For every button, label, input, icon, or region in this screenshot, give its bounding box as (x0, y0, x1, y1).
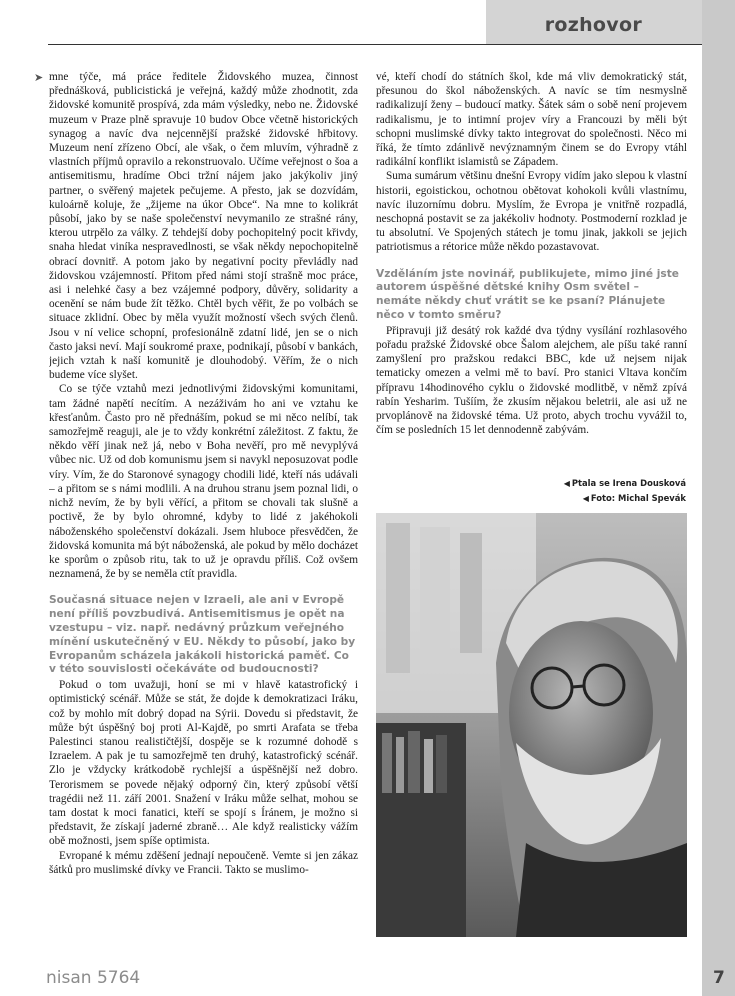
right-column (376, 70, 687, 470)
issue-label: nisan 5764 (46, 968, 141, 988)
paragraph: vé, kteří chodí do státních škol, kde má vliv demokratický stát, přesunou do škol náboženských. A navíc se tím nesmyslně radikalizují ženy – budoucí matky. Šátek sám o sobě není projevem radikalismu, je to intimní projev víry a Francouzi by měli být schopni muslimské dívky takto integrovat do společnosti. Něco mi říká, že tímto zdánlivě nevýznamným činem se do Evropy vtáhl radikální konflikt islamistů se Západem. (376, 71, 687, 169)
side-strip (702, 0, 735, 996)
paragraph: mne týče, má práce ředitele Židovského muzea, činnost přednášková, publicistická je veřejná, každý může zhodnotit, zda židovské komunitě prospívá, zda mám výsledky, nebo ne. Židovské muzeum v Praze plně spravuje 10 budov Obce včetně historických synagog a navíc dva nejcennější pražské židovské hřbitovy. Muzeum není zřízeno Obcí, ale však, o čem mluvím, výhradně z vlastních příjmů opravilo a rekonstruovalo. Učíme veřejnost o šoa a antisemitismu, hradíme Obci tržní nájem jako jakýkoliv jiný partner, o svěřený majetek pečujeme. A přesto, jak se dozvídám, kuloárně koluje, že „žijeme na úkor Obce“. Na mne to kolikrát působí, jako by se naše společenství nevymanilo ze strašné rány, kterou utrpělo za války. Z tehdejší doby pochopitelný pocit křivdy, snaha hledat viníka nespravedlnosti, se však někdy nepochopitelně obrací dovnitř. A potom jako by negativní pocity převládly nad židovskou vzájemností. Přitom před námi stojí strašně moc práce, asi i nelehké časy a bez vzájemné podpory, důvěry, solidarity a ocenění se nám bude žít těžko. Chtěl bych věřit, že po volbách se situace zklidní. Obec by měla využít možností všech svých členů. Jsou v ní velice schopní, profesionálně zdatní lidé, jen se o nich často jaksi neví. Mají soukromé praxe, podnikají, působí v bankách, jejich vztah k naší komunitě je dlouhodobý. Věřím, že o nich budeme více slyšet. (49, 71, 358, 382)
bullet-icon: ◀ (582, 494, 589, 503)
continuation-arrow-icon: ➤ (34, 71, 44, 84)
interviewer-credit: ◀ Ptala se Irena Dousková (563, 478, 686, 488)
portrait-photo (376, 513, 687, 937)
interview-question: Současná situace nejen v Izraeli, ale ani v Evropě není příliš povzbudivá. Antisemitismus je opět na vzestupu – viz. např. nedávný průzkum veřejného mínění uskutečněný v EU. Někdy to působí, jako by Evropanům scházela jakákoli historická paměť. Co v této souvislosti očekáváte od budoucnosti? (49, 594, 356, 676)
section-tab (486, 0, 702, 44)
paragraph: Pokud o tom uvažuji, honí se mi v hlavě katastrofický i optimistický scénář. Může se stát, že dojde k demokratizaci Iráku, což by mohlo mít dobrý dopad na Sýrii. Dovedu si představit, že může být úspěšný boj proti Al-Kajdě, po smrti Arafata se třeba Palestinci stanou realističtější, dospěje se k rozumné dohodě s Izraelem. A pak je tu samozřejmě ten druhý, katastrofický scénář. Zlo je vždycky krátkodobě rychlejší a úspěšnější než dobro. Terorismem se povede nějaký odporný čin, který způsobí větší tragédii než 11. září 2001. Snažení v Iráku může selhat, mohou se tam dostat k moci fanatici, kteří se spojí s Íránem, je možno si představit, že získají jaderné zbraně… Ale když realisticky vážím obě možnosti, jsem spíše optimista. (49, 679, 358, 848)
page-number: 7 (713, 968, 725, 988)
section-title: rozhovor (544, 14, 642, 36)
interview-question: Vzděláním jste novinář, publikujete, mimo jiné jste autorem úspěšné dětské knihy Osm světel – nemáte někdy chuť vrátit se ke psaní? Plánujete něco v tomto směru? (376, 267, 679, 322)
paragraph: Suma sumárum většinu dnešní Evropy vidím jako slepou k vlastní historii, egoistickou, ochotnou obětovat kohokoli kvůli vlastnímu, navíc iluzornímu dobru. Myslím, že Evropa je vnitřně rozpadlá, neschopná postavit se za jakékoliv hodnoty. Postmoderní rozklad je tu absolutní. Ve Spojených státech je tomu jinak, jakkoli se jejich patriotismus a rétorice může někdo pozastavovat. (376, 170, 687, 254)
header-rule (48, 44, 702, 45)
paragraph: Evropané k mému zděšení jednají nepoučeně. Vemte si jen zákaz šátků pro muslimské dívky ve Francii. Takto se muslimo- (49, 849, 358, 876)
paragraph: Připravuji již desátý rok každé dva týdny vysílání rozhlasového pořadu pražské Židovské obce Šalom alejchem, ale píšu také ranní zamyšlení pro pražskou redakci BBC, kde už nejsem nijak tematicky omezen a velmi mě to baví. Pro stanici Vltava končím přípravu 14hodinového cyklu o židovské modlitbě, v němž zpívá rabín Yesharim. Tušíím, že zkusím nějakou beletrii, ale asi už ne prvoplánově na židovské téma. Už proto, abych trochu vyvážil to, čím se posledních 15 let dennodenně zabývám. (376, 324, 687, 437)
photo-credit: ◀ Foto: Michal Spevák (582, 493, 686, 503)
credits (500, 476, 686, 506)
paragraph: Co se týče vztahů mezi jednotlivými židovskými komunitami, tam žádné napětí necítím. A nezáživám ho ani ve vztahu ke křesťanům. Často pro ně přednáším, pokud se mi něco nelíbí, tak samozřejmě reaguji, ale je to vždy konkrétní záležitost. Z faktu, že někdo věří jinak než já, nebo v Boha nevěří, pro mě nevyplývá vůbec nic. Už od dob komunismu jsem si navykl neposuzovat podle víry. Vím, že do Staronové synagogy chodili lidé, kteří nás udávali – a přitom se s námi modlili. A na druhou stranu jsem poznal lidi, o nichž nevím, že by byli věřící, a přitom se chovali tak slušně a poctivě, že by bylo ohromné, kdyby to lidé z jakéhokoli náboženského společenství dokázali. Jsem hluboce přesvědčen, že židovská komunita má být náboženská, ale pokud by mělo docházet ke sporům o způsob ritu, tak to už je opravdu příliš. Což ovšem neznamená, že by se neměla ctít pravidla. (49, 383, 358, 581)
bullet-icon: ◀ (563, 479, 570, 488)
left-column (49, 70, 358, 938)
